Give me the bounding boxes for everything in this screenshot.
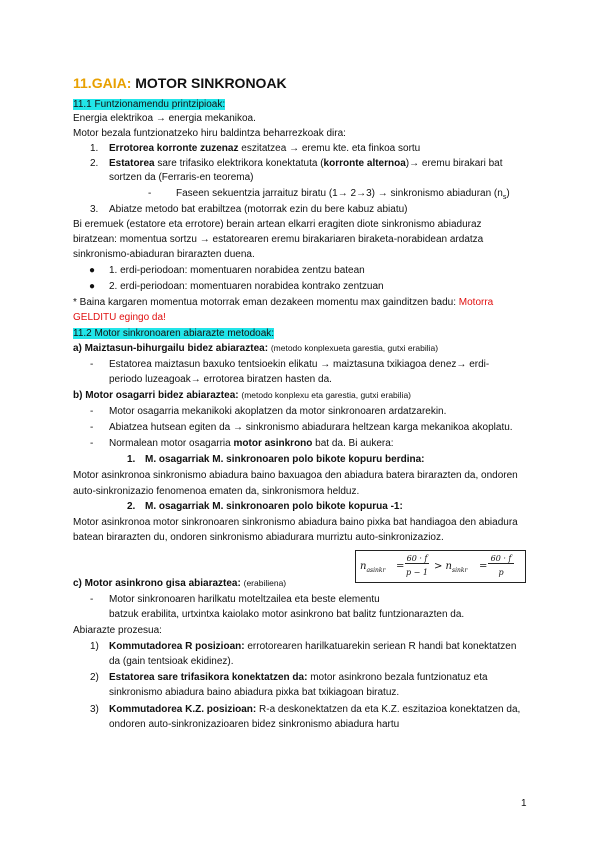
formula-frac1-num: 60 · f <box>406 554 428 563</box>
process-heading: Abiarazte prozesua: <box>73 625 162 636</box>
paragraph-line: Motor asinkronoa motor sinkronoaren sinkronismo abiadura baino pixka bat handiagoa den abiadura <box>73 517 518 528</box>
list-item: Errotorea korronte zuzenaz eszitatzea → eremu kte. eta finkoa sortu <box>109 143 421 154</box>
step-item-cont: da (gain tentsioak ekidinez). <box>109 656 234 667</box>
method-a-item-cont: periodo luzeagoak→ errotorea biratzen hasten da. <box>109 374 332 385</box>
method-b-item: Abiatzea hutsean egiten da → sinkronismo abiadurara heltzean karga mekanikoa akoplatu. <box>109 422 513 433</box>
list-number: 1. <box>90 143 99 154</box>
option-heading: M. osagarriak M. sinkronoaren polo bikote kopuru berdina: <box>145 454 425 465</box>
method-a-item: Estatorea maiztasun baxuko tentsioekin elikatu → maiztasuna txikiagoa denez→ erdi- <box>109 359 490 370</box>
step-number: 3) <box>90 704 99 715</box>
paragraph-line: Bi eremuek (estatore eta errotore) berain artean elkarri eragiten diote sinkronismo abiaduraz <box>73 219 482 230</box>
step-item-cont: ondoren auto-sinkronizazioaren bidez sinkronismo abiadura hartu <box>109 719 400 730</box>
formula-frac2-den: p <box>498 568 504 577</box>
list-item: Abiatze metodo bat erabiltzea (motorrak ezin du bere kabuz abiatu) <box>109 204 408 215</box>
formula-lhs: $n_{asinkr}$ <box>360 561 386 574</box>
paragraph-line: auto-sinkronizazio fenomenoa ematen da, sinkronismora helduz. <box>73 486 360 497</box>
speed-formula <box>355 550 526 583</box>
method-b-item: Normalean motor osagarria motor asinkrono bat da. Bi aukera: <box>109 438 394 449</box>
sub-item: Faseen sekuentzia jarraituz biratu (1→ 2→3) → sinkronismo abiaduran $(n_s)$ <box>176 188 510 201</box>
step-item: Kommutadorea R posizioan: errotorearen harilkatuarekin seriean R handi bat konektatzen <box>109 641 517 652</box>
paragraph-line: sinkronismo-abiaduran birarazten duena. <box>73 249 255 260</box>
chapter-number: 11.GAIA: <box>73 75 132 91</box>
bullet-item: 1. erdi-periodoan: momentuaren norabidea zentzu batean <box>109 265 365 276</box>
note-line: * Baina kargaren momentua motorrak eman dezakeen momentu max gainditzen badu: Motorra <box>73 297 494 308</box>
bullet-dot-icon: ● <box>89 281 96 292</box>
section-2-heading: 11.2 Motor sinkronoaren abiarazte metodoak: <box>73 328 275 339</box>
option-number: 1. <box>127 454 136 465</box>
list-number: 3. <box>90 204 99 215</box>
step-number: 1) <box>90 641 99 652</box>
method-b-item: Motor osagarria mekanikoki akoplatzen da motor sinkronoaren ardatzarekin. <box>109 406 447 417</box>
list-item-continuation: sortzen da (Ferraris-en teorema) <box>109 172 254 183</box>
paragraph-line: Motor asinkronoa sinkronismo abiadura baino baxuagoa den abiadura batera birarazten da, ondoren <box>73 470 518 481</box>
method-b-heading: b) Motor osagarri bidez abiaraztea: (metodo konplexu eta garestia, gutxi erabilia) <box>73 390 411 401</box>
dash-bullet: - <box>90 594 94 605</box>
formula-frac1-den: p − 1 <box>406 568 428 577</box>
dash-bullet: - <box>90 438 94 449</box>
dash-bullet: - <box>148 188 152 199</box>
method-c-heading: c) Motor asinkrono gisa abiaraztea: (erabiliena) <box>73 578 287 589</box>
page-number: 1 <box>521 798 527 809</box>
step-number: 2) <box>90 672 99 683</box>
option-heading: M. osagarriak M. sinkronoaren polo bikote kopurua -1: <box>145 501 403 512</box>
bullet-dot-icon: ● <box>89 265 96 276</box>
formula-frac2-num: 60 · f <box>488 554 514 564</box>
option-number: 2. <box>127 501 136 512</box>
dash-bullet: - <box>90 359 94 370</box>
formula-equals: = <box>479 561 488 572</box>
method-c-item-cont: batzuk erabilita, urtxintxa kaiolako motor asinkrono bat balitz funtzionarazten da. <box>109 609 465 620</box>
method-c-item: Motor sinkronoaren harilkatu moteltzailea eta beste elementu <box>109 594 380 605</box>
paragraph-line: batean birarazten du, ondoren sinkronismo abiadurara murriztu auto-sinkronizazioz. <box>73 532 444 543</box>
step-item: Kommutadorea K.Z. posizioan: R-a deskonektatzen da eta K.Z. eszitazioa konektatzen da, <box>109 704 521 715</box>
step-item: Estatorea sare trifasikora konektatzen da: motor asinkrono bezala funtzionatuz eta <box>109 672 488 683</box>
formula-rhs: > $n_{sinkr}$ <box>434 561 468 574</box>
dash-bullet: - <box>90 406 94 417</box>
dash-bullet: - <box>90 422 94 433</box>
bullet-item: 2. erdi-periodoan: momentuaren norabidea kontrako zentzuan <box>109 281 384 292</box>
text-line: Energia elektrikoa → energia mekanikoa. <box>73 113 256 124</box>
text-line: Motor bezala funtzionatzeko hiru baldintza beharrezkoak dira: <box>73 128 346 139</box>
note-warning: GELDITU egingo da! <box>73 312 166 323</box>
chapter-title <box>73 75 287 91</box>
list-number: 2. <box>90 158 99 169</box>
paragraph-line: biratzean: momentua sortzu → estatorearen eremu birakariaren biraketa-norabidean ardatza <box>73 234 484 245</box>
section-1-heading: 11.1 Funtzionamendu printzipioak: <box>73 99 226 110</box>
formula-equals: = <box>396 561 405 572</box>
method-a-heading: a) Maiztasun-bihurgailu bidez abiaraztea: (metodo konplexueta garestia, gutxi erabilia) <box>73 343 439 354</box>
list-item: Estatorea sare trifasiko elektrikora konektatuta (korronte alternoa)→ eremu birakari bat <box>109 158 503 169</box>
chapter-name: MOTOR SINKRONOAK <box>135 75 287 91</box>
step-item-cont: sinkronismo abiadura baino abiadura pixka bat txikiagoan biratuz. <box>109 687 400 698</box>
